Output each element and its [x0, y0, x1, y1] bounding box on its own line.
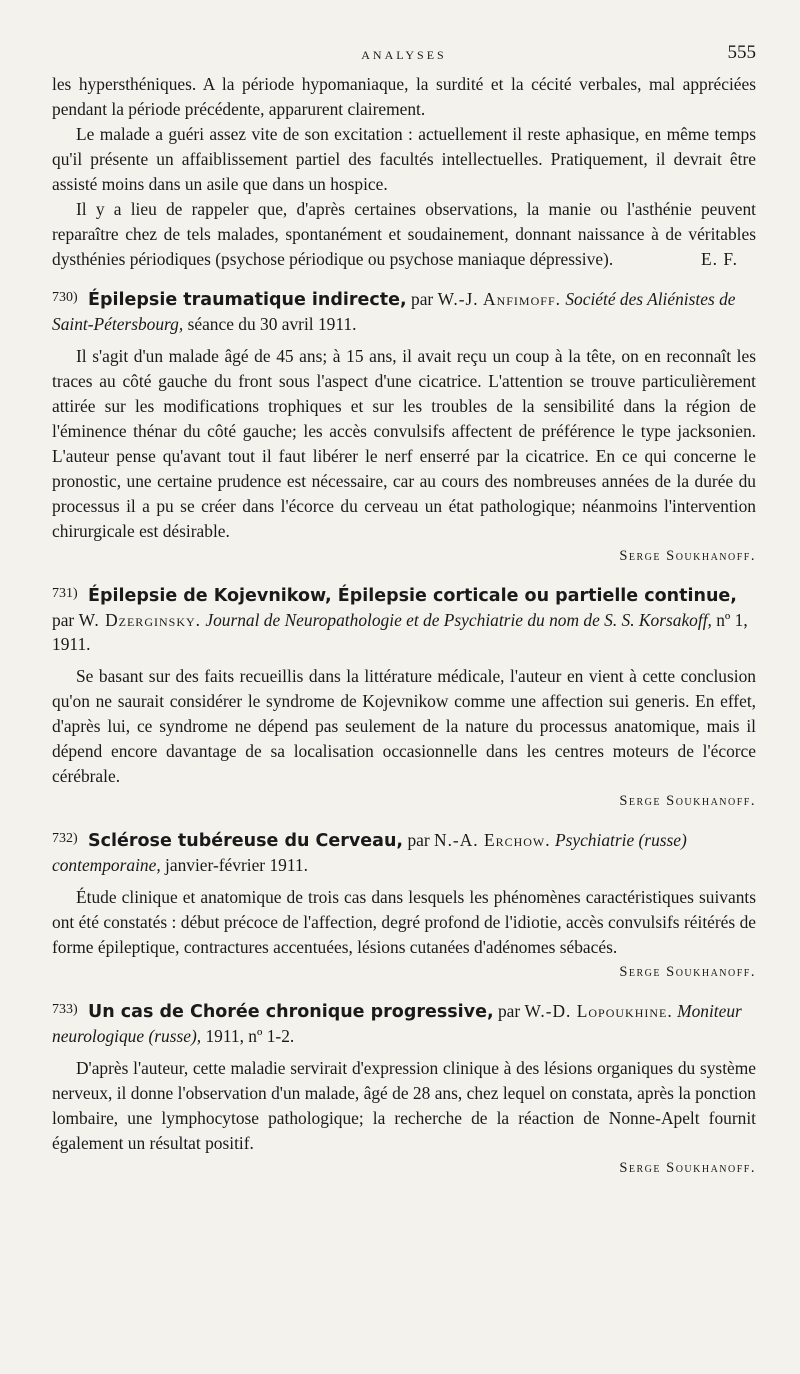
- intro-paragraph-1: les hypersthéniques. A la période hypomaniaque, la surdité et la cécité verbales, mal appréciées pendant la période précédente, apparurent clairement.: [52, 74, 756, 119]
- article-par: par: [52, 610, 75, 630]
- intro-section: [52, 72, 756, 272]
- article-number: 733): [52, 1002, 78, 1017]
- article-title: Sclérose tubéreuse du Cerveau,: [88, 831, 404, 851]
- article-731: [52, 582, 756, 813]
- page-number: 555: [727, 42, 756, 63]
- article-date: 1911, nº 1-2.: [205, 1026, 295, 1046]
- article-source: Société des Aliénistes de Saint-Pétersbourg,: [52, 289, 736, 334]
- article-par: par: [407, 830, 430, 850]
- intro-paragraph-3-text: Il y a lieu de rappeler que, d'après certaines observations, la manie ou l'asthénie peuvent reparaître chez de tels malades, spontanément et soudainement, donnant naissance à de véritables dysthénies périodiques (psychose périodique ou psychose maniaque dépressive).: [52, 199, 756, 269]
- article-date: séance du 30 avril 1911.: [187, 314, 357, 334]
- article-par: par: [497, 1001, 521, 1021]
- article-body: Se basant sur des faits recueillis dans la littérature médicale, l'auteur en vient à cette conclusion qu'on ne saurait considérer le syndrome de Kojevnikow comme une affection sui generis. En effet, d'après lui, ce syndrome ne dépend pas seulement de la nature du processus anatomique, mais il dépend encore davantage de sa localisation occasionnelle dans les centres moteurs de l'écorce cérébrale.: [52, 666, 756, 786]
- article-title: Épilepsie traumatique indirecte,: [88, 290, 407, 310]
- article-date: nº 1, 1911.: [52, 610, 748, 654]
- article-author: W.-J. Anfimoff.: [437, 289, 561, 309]
- article-heading: [52, 582, 756, 656]
- intro-paragraph-2: Le malade a guéri assez vite de son excitation : actuellement il reste aphasique, en même temps qu'il présente un affaiblissement partiel des facultés intellectuelles. Pratiquement, il devrait être assisté moins dans un asile que dans un hospice.: [52, 124, 756, 194]
- article-body: Étude clinique et anatomique de trois cas dans lesquels les phénomènes caractéristiques suivants ont été constatés : début précoce de l'affection, degré profond de l'idiotie, accès convulsifs réitérés de forme épileptique, contractures accentuées, lésions cutanées d'adénomes sébacés.: [52, 887, 756, 957]
- intro-paragraph-3: [52, 197, 756, 272]
- intro-signature: E. F.: [701, 249, 738, 269]
- article-signature: Serge Soukhanoff.: [619, 548, 756, 564]
- article-signature: Serge Soukhanoff.: [619, 964, 756, 980]
- article-signature: Serge Soukhanoff.: [619, 1160, 756, 1176]
- article-title: Épilepsie de Kojevnikow, Épilepsie corticale ou partielle continue,: [88, 586, 737, 606]
- article-body: Il s'agit d'un malade âgé de 45 ans; à 15 ans, il avait reçu un coup à la tête, on en reconnaît les traces au côté gauche du front sous l'aspect d'une cicatrice. L'attention se trouve particulièrement attirée sur les modifications trophiques et sur les troubles de la sensibilité dans la région de l'éminence thénar du côté gauche; les accès convulsifs affectent de préférence le type jacksonien. L'auteur pense qu'avant tout il faut libérer le nerf enserré par la cicatrice. En ce qui concerne le pronostic, une certaine prudence est nécessaire, car au cours des nombreuses années de la durée du processus il a pu se créer dans l'écorce du cerveau un état pathologique; néanmoins l'intervention chirurgicale est désirable.: [52, 346, 756, 541]
- article-source: Moniteur neurologique (russe),: [52, 1001, 742, 1046]
- article-733: [52, 998, 756, 1180]
- article-par: par: [411, 289, 434, 309]
- article-number: 732): [52, 831, 78, 846]
- article-heading: [52, 827, 756, 877]
- article-heading: [52, 286, 756, 336]
- article-body: D'après l'auteur, cette maladie servirait d'expression clinique à des lésions organiques du système nerveux, il donne l'observation d'un malade, âgé de 28 ans, chez lequel on constata, après la ponction lombaire, une lymphocytose pathologique; la recherche de la réaction de Nonne-Apelt fournit également un résultat positif.: [52, 1058, 756, 1153]
- article-date: janvier-février 1911.: [165, 855, 308, 875]
- article-number: 731): [52, 586, 78, 601]
- article-number: 730): [52, 290, 78, 305]
- article-source: Psychiatrie (russe) contemporaine,: [52, 830, 687, 875]
- page-header: [52, 38, 756, 72]
- article-source: Journal de Neuropathologie et de Psychiatrie du nom de S. S. Korsakoff,: [205, 610, 712, 630]
- article-heading: [52, 998, 756, 1048]
- article-author: W.-D. Lopoukhine.: [524, 1001, 673, 1021]
- article-author: N.-A. Erchow.: [434, 830, 551, 850]
- running-head: ANALYSES: [361, 48, 447, 62]
- article-author: W. Dzerginsky.: [78, 610, 201, 630]
- article-title: Un cas de Chorée chronique progressive,: [88, 1002, 494, 1022]
- article-730: [52, 286, 756, 568]
- article-732: [52, 827, 756, 984]
- article-signature: Serge Soukhanoff.: [619, 793, 756, 809]
